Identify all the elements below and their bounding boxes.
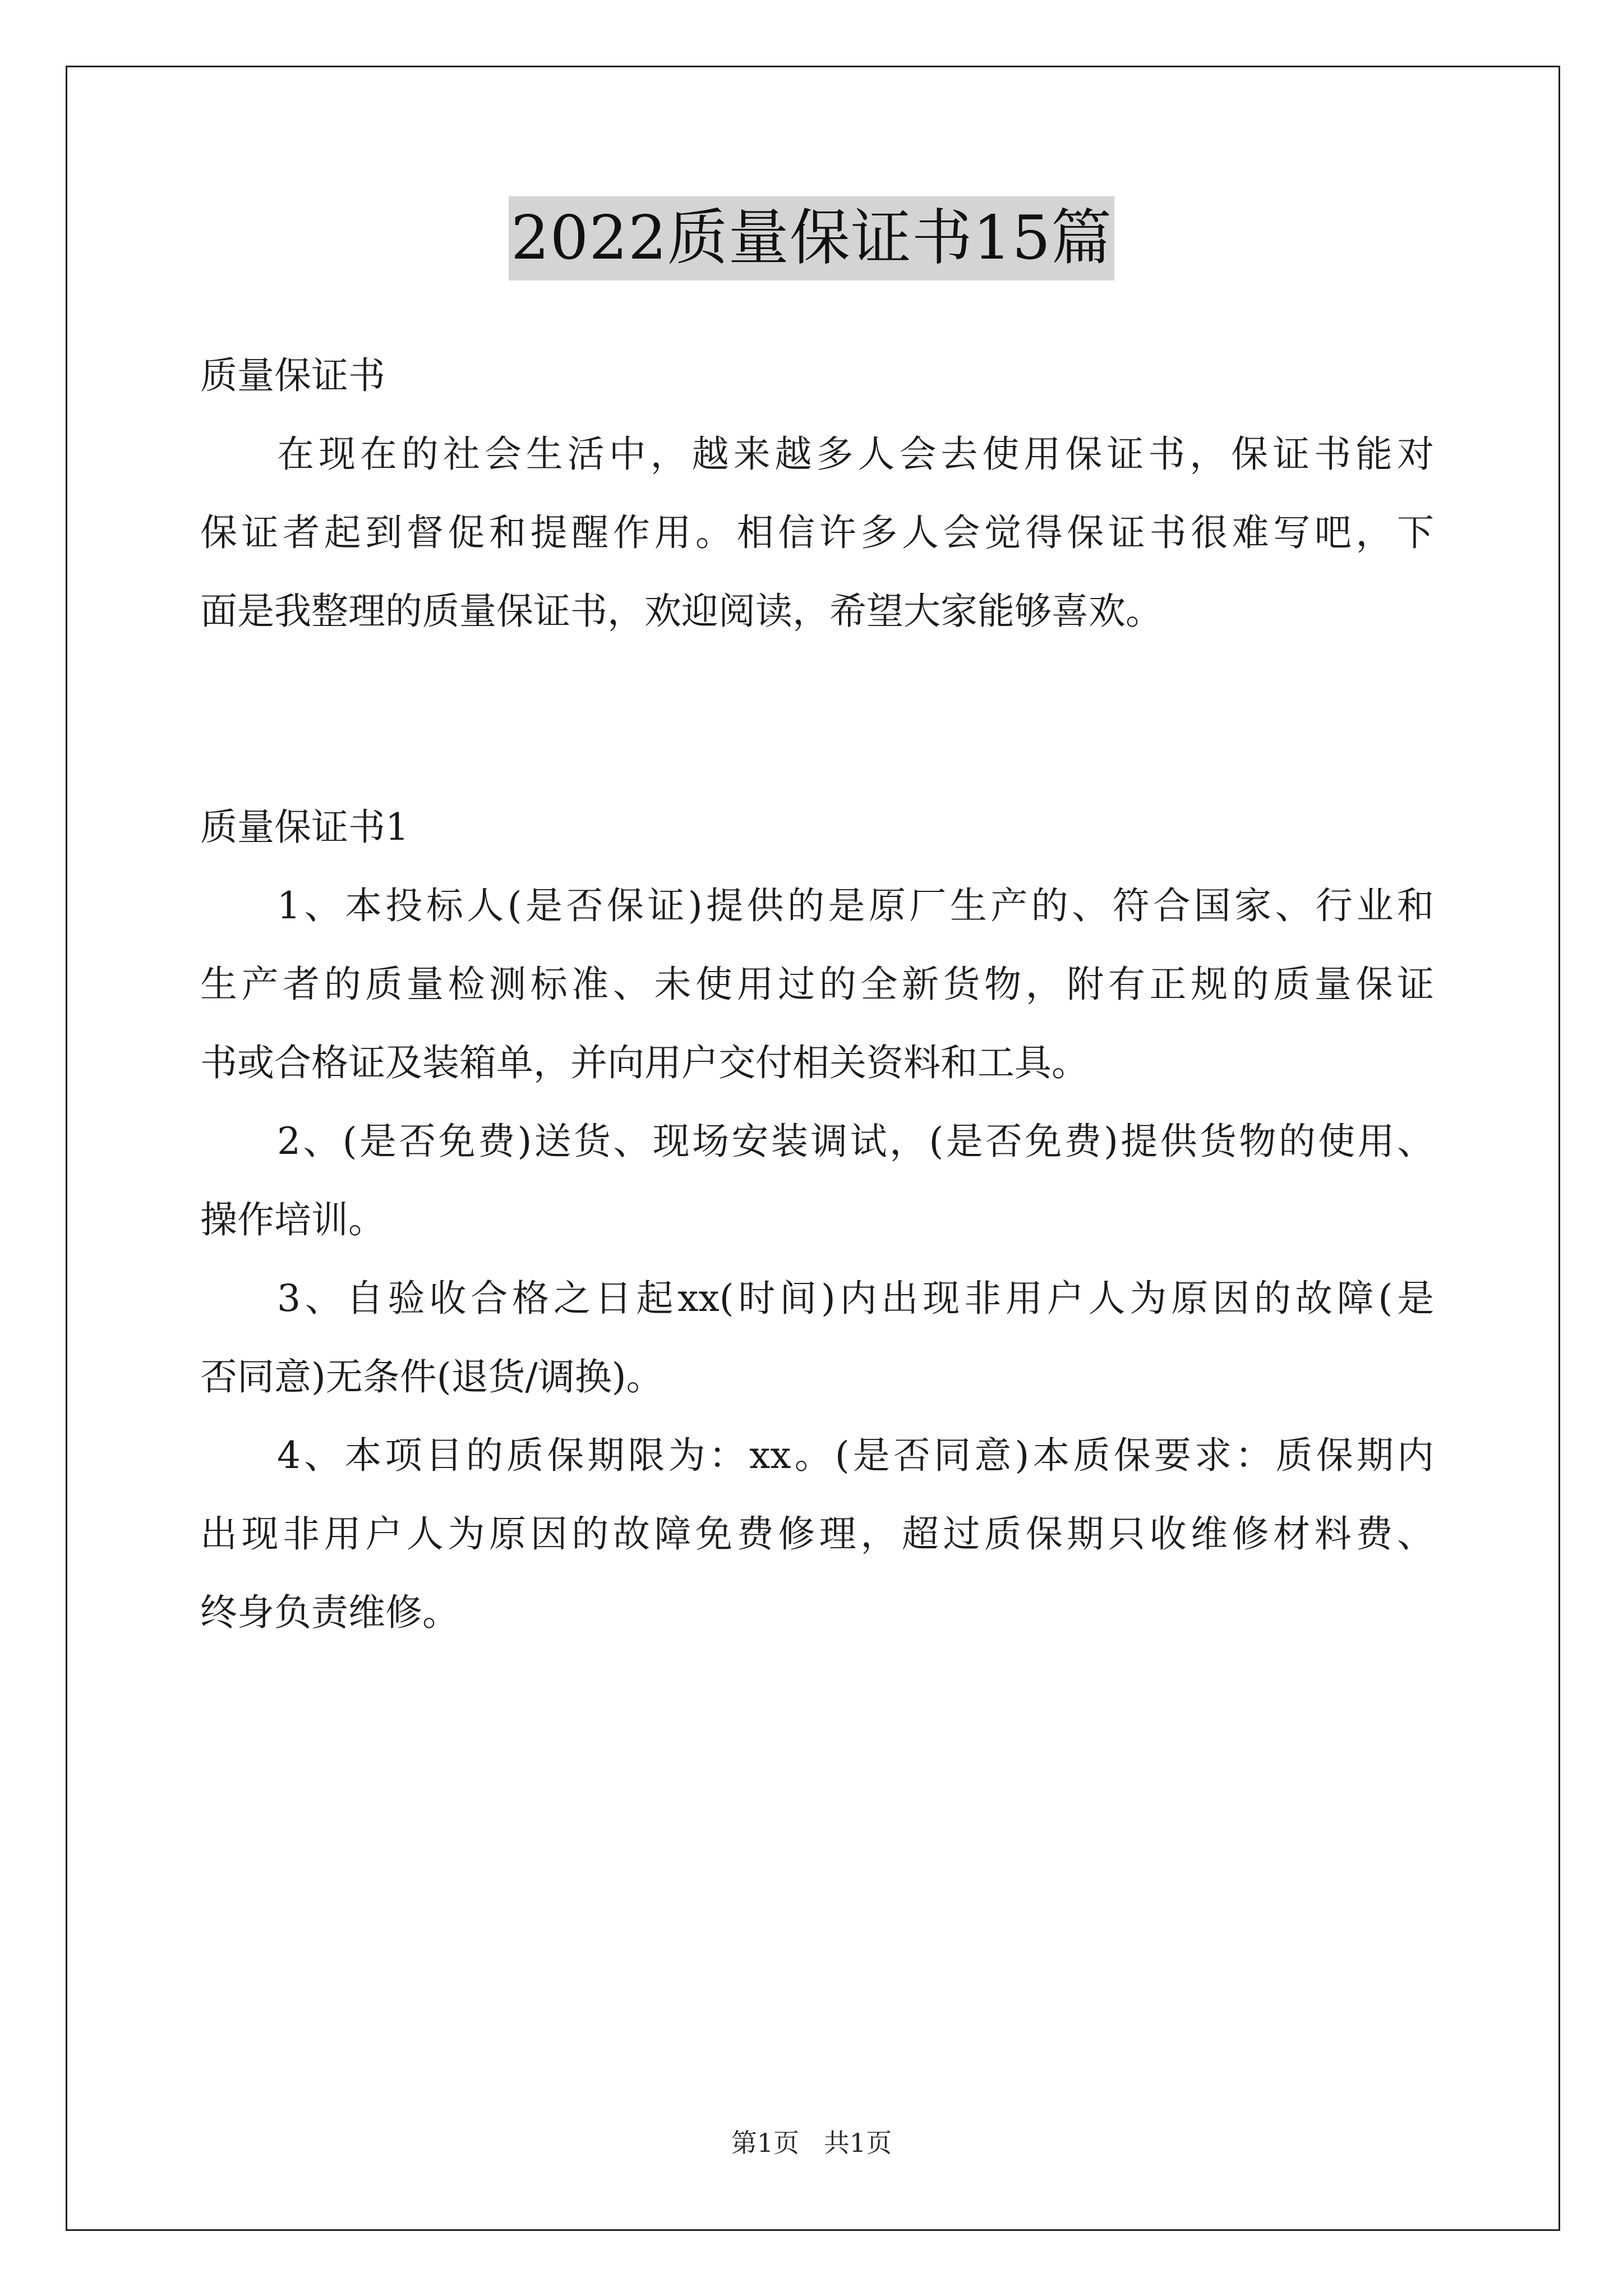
intro-line: 在现在的社会生活中，越来越多人会去使用保证书，保证书能对: [277, 432, 1434, 476]
document-title: 2022质量保证书15篇: [509, 196, 1114, 280]
intro-line: 保证者起到督促和提醒作用。相信许多人会觉得保证书很难写吧，下: [200, 511, 1434, 554]
intro-line: 面是我整理的质量保证书，欢迎阅读，希望大家能够喜欢。: [200, 590, 1163, 633]
item-2-line: 操作培训。: [200, 1198, 385, 1241]
item-1-line: 书或合格证及装箱单，并向用户交付相关资料和工具。: [200, 1041, 1089, 1084]
item-2-line: 2、(是否免费)送货、现场安装调试，(是否免费)提供货物的使用、: [277, 1120, 1434, 1163]
item-4-line: 出现非用户人为原因的故障免费修理，超过质保期只收维修材料费、: [200, 1512, 1434, 1556]
item-4-line: 4、本项目的质保期限为：xx。(是否同意)本质保要求：质保期内: [277, 1434, 1434, 1477]
document-body: [200, 337, 1434, 1652]
intro-heading: 质量保证书: [200, 354, 385, 397]
item-3-line: 3、自验收合格之日起xx(时间)内出现非用户人为原因的故障(是: [277, 1277, 1434, 1320]
item-4-line: 终身负责维修。: [200, 1591, 459, 1634]
item-1-line: 生产者的质量检测标准、未使用过的全新货物，附有正规的质量保证: [200, 963, 1434, 1006]
page-footer: 第1页 共1页: [731, 2128, 892, 2158]
title-wrap: [0, 196, 1623, 280]
item-1-line: 1、本投标人(是否保证)提供的是原厂生产的、符合国家、行业和: [277, 884, 1434, 927]
item-3-line: 否同意)无条件(退货/调换)。: [200, 1355, 663, 1398]
section-spacer: [200, 651, 1434, 788]
section-heading: 质量保证书1: [200, 806, 409, 849]
